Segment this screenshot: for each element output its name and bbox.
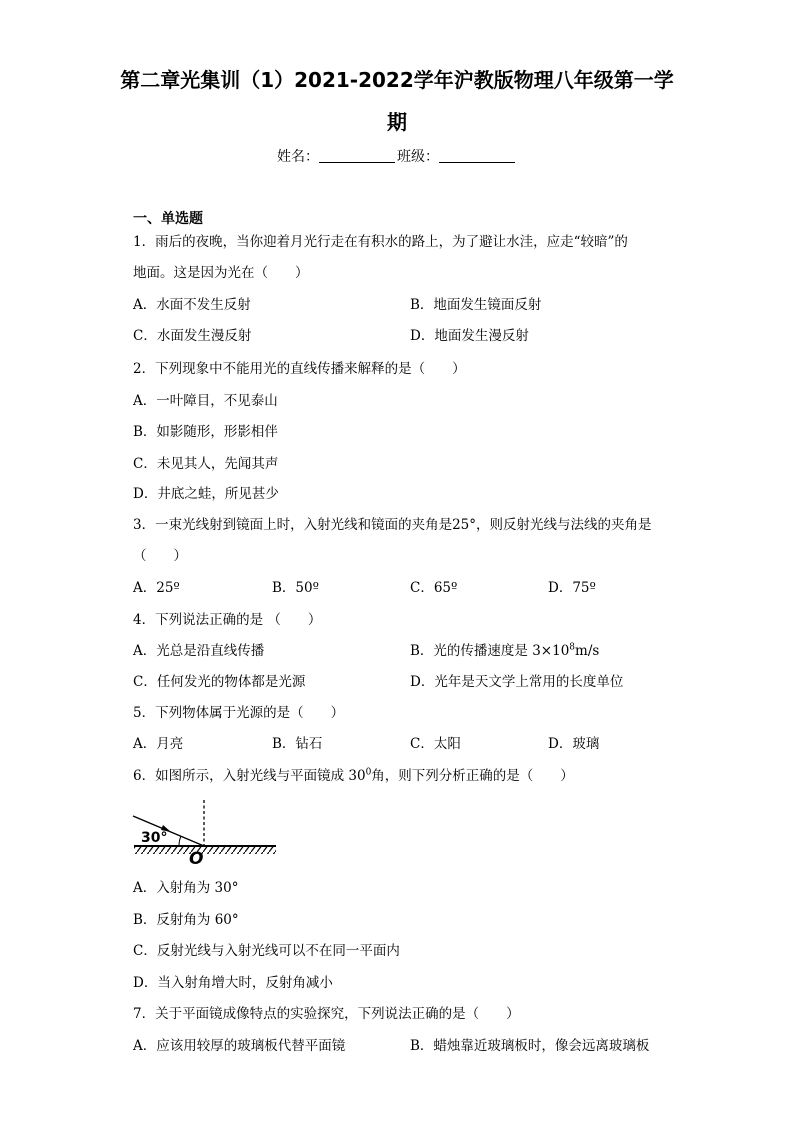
- q3-stem-line2: （ ）: [133, 548, 187, 564]
- student-info: [0, 146, 794, 166]
- q4-option-a: A．光总是沿直线传播: [133, 643, 265, 659]
- q3-option-d: D．75º: [548, 580, 596, 596]
- q4-option-b-text: B．光的传播速度是 3×10: [410, 643, 570, 659]
- q6-stem-degree: 0: [365, 767, 372, 778]
- q2-option-b: B．如影随形，形影相伴: [133, 424, 278, 440]
- q1-option-a: A．水面不发生反射: [133, 297, 251, 313]
- q5-option-c: C．太阳: [410, 736, 461, 752]
- q4-option-d: D．光年是天文学上常用的长度单位: [410, 674, 624, 690]
- q1-option-b: B．地面发生镜面反射: [410, 297, 542, 313]
- q6-stem-rest: 角，则下列分析正确的是（ ）: [371, 768, 574, 784]
- q3-option-b: B．50º: [272, 580, 319, 596]
- class-label: 班级：: [397, 149, 439, 165]
- q5-option-b: B．钻石: [272, 736, 323, 752]
- q4-option-b: [410, 643, 599, 659]
- q4-option-b-unit: m/s: [575, 643, 600, 659]
- q7-option-a: A．应该用较厚的玻璃板代替平面镜: [133, 1038, 346, 1054]
- q2-option-c: C．未见其人，先闻其声: [133, 456, 279, 472]
- angle-arc: [179, 836, 181, 846]
- mirror-diagram: [131, 796, 281, 866]
- q5-option-a: A．月亮: [133, 736, 184, 752]
- q3-option-c: C．65º: [410, 580, 458, 596]
- class-blank[interactable]: [439, 148, 515, 163]
- page-title: 第二章光集训（1）2021-2022学年沪教版物理八年级第一学: [120, 68, 674, 92]
- angle-label: 30°: [141, 830, 168, 846]
- section-heading: 一、单选题: [133, 211, 203, 227]
- q5-option-d: D．玻璃: [548, 736, 600, 752]
- q1-option-d: D．地面发生漫反射: [410, 328, 529, 344]
- name-blank[interactable]: [319, 148, 395, 163]
- q6-option-b: B．反射角为 60°: [133, 912, 239, 928]
- q7-option-b: B．蜡烛靠近玻璃板时，像会远离玻璃板: [410, 1038, 650, 1054]
- q6-option-a: A．入射角为 30°: [133, 880, 239, 896]
- name-label: 姓名：: [277, 149, 319, 165]
- q2-stem: 2．下列现象中不能用光的直线传播来解释的是（ ）: [133, 361, 466, 377]
- q2-option-a: A．一叶障目，不见泰山: [133, 393, 278, 409]
- q4-option-b-exponent: 8: [569, 642, 576, 653]
- q4-stem: 4．下列说法正确的是 （ ）: [133, 612, 322, 628]
- q4-option-c: C．任何发光的物体都是光源: [133, 674, 306, 690]
- q1-stem-line1: 1．雨后的夜晚，当你迎着月光行走在有积水的路上，为了避让水洼，应走“较暗”的: [133, 234, 628, 250]
- q3-option-a: A．25º: [133, 580, 180, 596]
- page-title-continued: 期: [387, 110, 407, 134]
- q5-stem: 5．下列物体属于光源的是（ ）: [133, 705, 345, 721]
- q6-option-d: D．当入射角增大时，反射角减小: [133, 975, 333, 991]
- q1-stem-line2: 地面。这是因为光在（ ）: [133, 265, 309, 281]
- q6-option-c: C．反射光线与入射光线可以不在同一平面内: [133, 943, 400, 959]
- q2-option-d: D．井底之蛙，所见甚少: [133, 486, 279, 502]
- mirror-hatching: [134, 846, 276, 854]
- q3-stem-line1: 3．一束光线射到镜面上时，入射光线和镜面的夹角是25°，则反射光线与法线的夹角是: [133, 517, 652, 533]
- q6-stem: [133, 768, 574, 784]
- q7-stem: 7．关于平面镜成像特点的实验探究，下列说法正确的是（ ）: [133, 1006, 520, 1022]
- incidence-point-label: O: [189, 849, 204, 866]
- q6-stem-text: 6．如图所示，入射光线与平面镜成 30: [133, 768, 366, 784]
- q1-option-c: C．水面发生漫反射: [133, 328, 252, 344]
